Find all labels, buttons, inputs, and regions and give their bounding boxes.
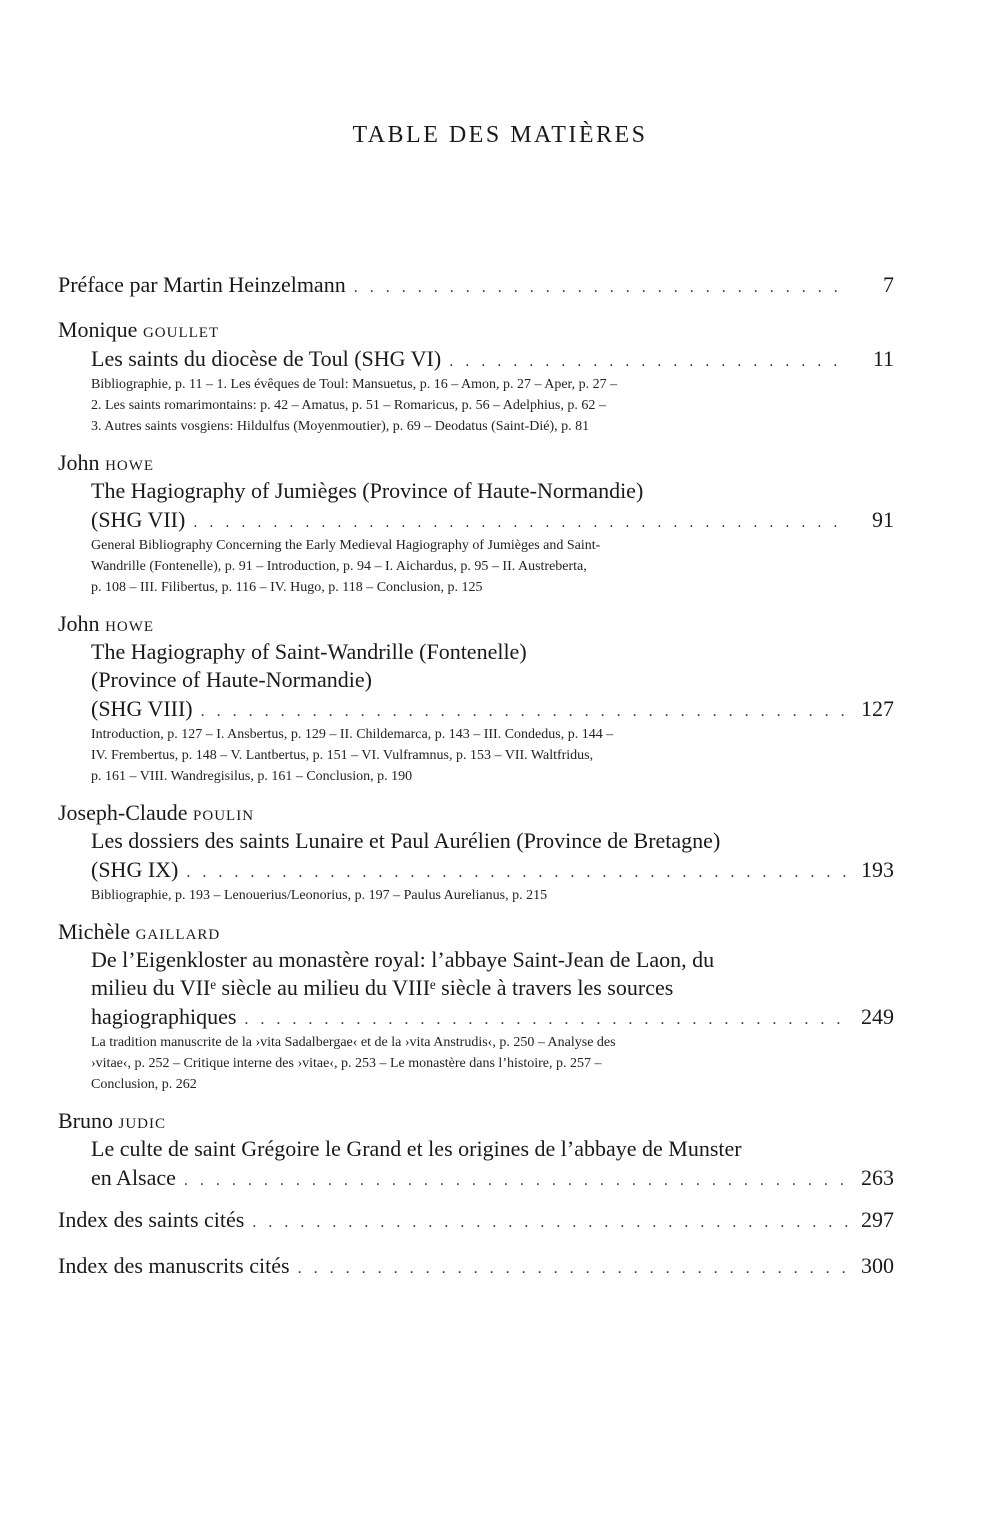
dot-leader [201, 697, 848, 727]
entry-title: (SHG VII) [91, 507, 186, 532]
toc-entry [58, 610, 894, 787]
entry-title: (SHG VIII) [91, 696, 193, 721]
entry-title-line: Le culte de saint Grégoire le Grand et les origines de l’abbaye de Munster [91, 1136, 742, 1161]
author-last-name: HOWE [105, 458, 155, 474]
entry-contents-line: Introduction, p. 127 – I. Ansbertus, p. 129 – II. Childemarca, p. 143 – III. Condedus, p. 144 – [91, 727, 614, 742]
entry-leader-line [58, 855, 894, 885]
author-first-name: John [58, 450, 106, 475]
toc-entry [58, 1205, 894, 1235]
entry-title: Index des manuscrits cités [58, 1253, 290, 1278]
entry-author [58, 799, 894, 827]
author-first-name: Monique [58, 317, 143, 342]
author-last-name: HOWE [105, 619, 155, 635]
entry-contents-line: 3. Autres saints vosgiens: Hildulfus (Moyenmoutier), p. 69 – Deodatus (Saint-Dié), p. 81 [91, 419, 590, 434]
page-title: TABLE DES MATIÈRES [352, 122, 648, 148]
dot-leader [252, 1208, 848, 1238]
page-number: 7 [883, 272, 894, 297]
entry-leader-line [58, 694, 894, 724]
toc-entry [58, 316, 894, 437]
entry-leader-line [58, 344, 894, 374]
entry-author [58, 1107, 894, 1135]
page-number: 300 [861, 1253, 894, 1278]
entry-contents-line: Bibliographie, p. 193 – Lenouerius/Leonorius, p. 197 – Paulus Aurelianus, p. 215 [91, 888, 548, 903]
entry-leader-line [58, 1163, 894, 1193]
entry-leader-line [58, 1002, 894, 1032]
author-first-name: Bruno [58, 1108, 119, 1133]
author-last-name: GOULLET [142, 325, 220, 341]
entry-leader-line [58, 505, 894, 535]
entry-contents-line: Wandrille (Fontenelle), p. 91 – Introduction, p. 94 – I. Aichardus, p. 95 – II. Austreberta, [91, 559, 587, 574]
entry-title-line: (Province of Haute-Normandie) [91, 667, 373, 692]
page-number: 91 [872, 507, 894, 532]
entry-contents-line: ›vitae‹, p. 252 – Critique interne des ›vitae‹, p. 253 – Le monastère dans l’histoire, p. 257 – [91, 1056, 602, 1071]
entry-contents-line: La tradition manuscrite de la ›vita Sadalbergae‹ et de la ›vita Anstrudis‹, p. 250 – Analyse des [91, 1035, 616, 1050]
author-last-name: POULIN [193, 808, 255, 824]
dot-leader [244, 1005, 848, 1035]
dot-leader [354, 273, 848, 303]
entry-title: Index des saints cités [58, 1207, 245, 1232]
dot-leader [184, 1166, 848, 1196]
table-of-contents [58, 270, 894, 1297]
entry-contents-line: 2. Les saints romarimontains: p. 42 – Amatus, p. 51 – Romaricus, p. 56 – Adelphius, p. 62 – [91, 398, 606, 413]
author-first-name: John [58, 611, 106, 636]
entry-author [58, 316, 894, 344]
entry-contents-line: p. 108 – III. Filibertus, p. 116 – IV. Hugo, p. 118 – Conclusion, p. 125 [91, 580, 483, 595]
dot-leader [298, 1254, 848, 1284]
entry-author [58, 610, 894, 638]
page-number: 11 [872, 346, 894, 371]
author-last-name: JUDIC [118, 1116, 167, 1132]
author-first-name: Michèle [58, 919, 136, 944]
entry-title-line: The Hagiography of Saint-Wandrille (Fontenelle) [91, 639, 527, 664]
entry-contents-line: Bibliographie, p. 11 – 1. Les évêques de Toul: Mansuetus, p. 16 – Amon, p. 27 – Aper, p. 27 – [91, 377, 618, 392]
page-number: 249 [861, 1004, 894, 1029]
toc-entry [58, 449, 894, 598]
entry-leader-line [58, 270, 894, 300]
toc-entry [58, 799, 894, 906]
entry-author [58, 918, 894, 946]
page-number: 263 [861, 1165, 894, 1190]
author-first-name: Joseph-Claude [58, 800, 194, 825]
toc-entry [58, 270, 894, 300]
toc-entry [58, 1107, 894, 1193]
entry-title: hagiographiques [91, 1004, 237, 1029]
entry-title-line: De l’Eigenkloster au monastère royal: l’abbaye Saint-Jean de Laon, du [91, 947, 715, 972]
toc-entry [58, 918, 894, 1095]
entry-title-line: Les dossiers des saints Lunaire et Paul Aurélien (Province de Bretagne) [91, 828, 721, 853]
entry-contents-line: p. 161 – VIII. Wandregisilus, p. 161 – Conclusion, p. 190 [91, 769, 413, 784]
dot-leader [449, 347, 848, 377]
entry-contents-line: IV. Frembertus, p. 148 – V. Lantbertus, p. 151 – VI. Vulframnus, p. 153 – VII. Waltfridus, [91, 748, 594, 763]
entry-author [58, 449, 894, 477]
author-last-name: GAILLARD [135, 927, 221, 943]
entry-contents-line: General Bibliography Concerning the Early Medieval Hagiography of Jumièges and Saint- [91, 538, 601, 553]
page-number: 193 [861, 857, 894, 882]
entry-title: Préface par Martin Heinzelmann [58, 272, 346, 297]
entry-leader-line [58, 1251, 894, 1281]
entry-title-line: The Hagiography of Jumièges (Province of Haute-Normandie) [91, 478, 644, 503]
entry-leader-line [58, 1205, 894, 1235]
page-number: 297 [861, 1207, 894, 1232]
entry-title-line: milieu du VIIᵉ siècle au milieu du VIIIᵉ siècle à travers les sources [91, 975, 674, 1000]
dot-leader [193, 508, 848, 538]
entry-title: Les saints du diocèse de Toul (SHG VI) [91, 346, 442, 371]
toc-entry [58, 1251, 894, 1281]
entry-title: (SHG IX) [91, 857, 179, 882]
dot-leader [186, 858, 848, 888]
entry-contents-line: Conclusion, p. 262 [91, 1077, 197, 1092]
page-number: 127 [861, 696, 894, 721]
entry-title: en Alsace [91, 1165, 176, 1190]
